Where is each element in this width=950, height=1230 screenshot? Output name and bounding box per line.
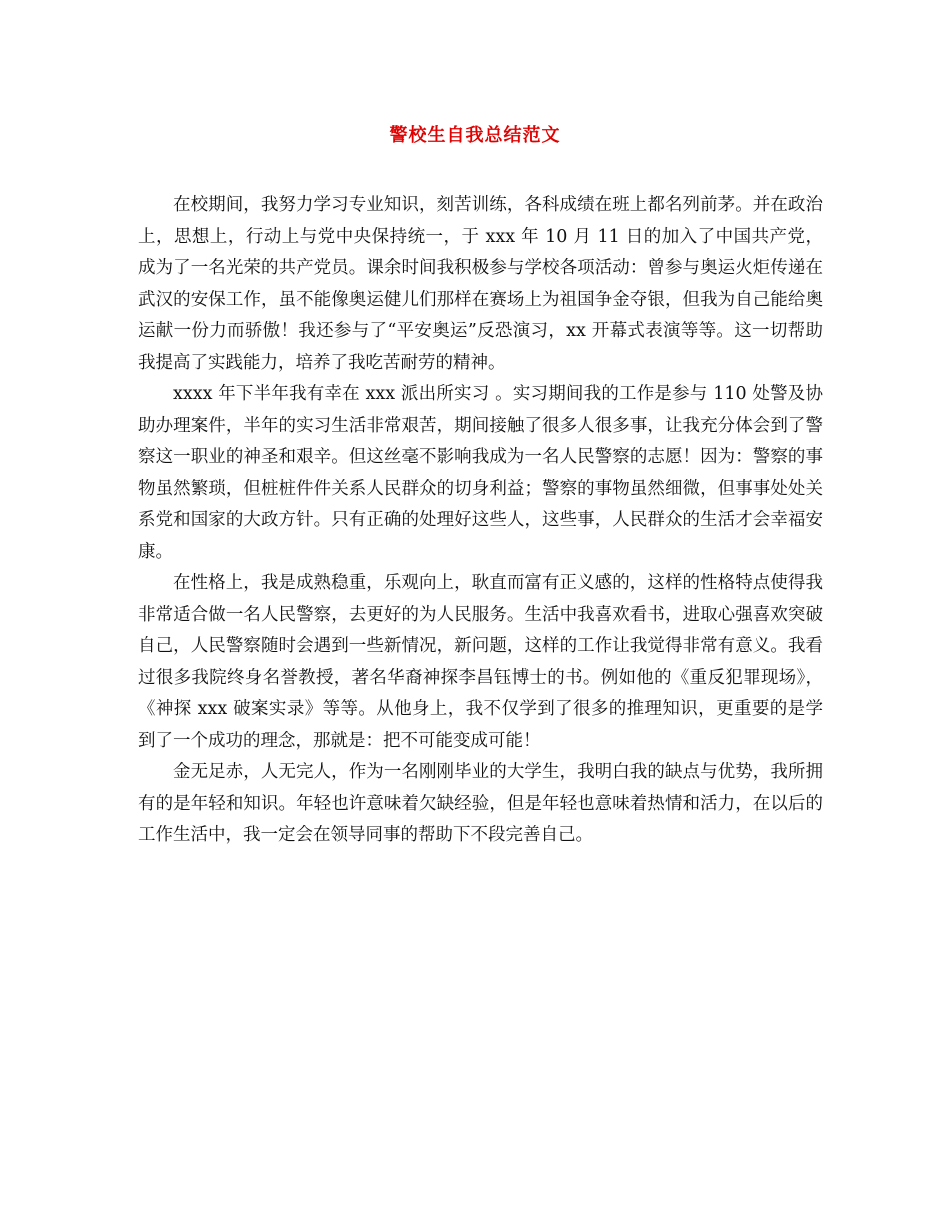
document-body [138, 190, 823, 852]
document-title: 警校生自我总结范文 [389, 125, 561, 146]
paragraph-1: 在校期间，我努力学习专业知识，刻苦训练，各科成绩在班上都名列前茅。并在政治上，思想上，行动上与党中央保持统一，于 xxx 年 10 月 11 日的加入了中国共产党，成为了一名光荣的共产党员。课余时间我积极参与学校各项活动：曾参与奥运火炬传递在武汉的安保工作，虽不能像奥运健儿们那样在赛场上为祖国争金夺银，但我为自己能给奥运献一份力而骄傲！我还参与了“平安奥运”反恐演习，xx 开幕式表演等等。这一切帮助我提高了实践能力，培养了我吃苦耐劳的精神。 [138, 195, 823, 373]
paragraph-2: xxxx 年下半年我有幸在 xxx 派出所实习 。实习期间我的工作是参与 110 处警及协助办理案件，半年的实习生活非常艰苦，期间接触了很多人很多事，让我充分体会到了警察这一职业的神圣和艰辛。但这丝毫不影响我成为一名人民警察的志愿！因为：警察的事物虽然繁琐，但桩桩件件关系人民群众的切身利益；警察的事物虽然细微，但事事处处关系党和国家的大政方针。只有正确的处理好这些人，这些事，人民群众的生活才会幸福安康。 [138, 384, 823, 562]
paragraph-4: 金无足赤，人无完人，作为一名刚刚毕业的大学生，我明白我的缺点与优势，我所拥有的是年轻和知识。年轻也许意味着欠缺经验，但是年轻也意味着热情和活力，在以后的工作生活中，我一定会在领导同事的帮助下不段完善自己。 [138, 762, 823, 845]
paragraph-3: 在性格上，我是成熟稳重，乐观向上，耿直而富有正义感的，这样的性格特点使得我非常适合做一名人民警察，去更好的为人民服务。生活中我喜欢看书，进取心强喜欢突破自己，人民警察随时会遇到一些新情况，新问题，这样的工作让我觉得非常有意义。我看过很多我院终身名誉教授，著名华裔神探李昌钰博士的书。例如他的《重反犯罪现场》，《神探 xxx 破案实录》等等。从他身上，我不仅学到了很多的推理知识，更重要的是学到了一个成功的理念，那就是：把不可能变成可能！ [138, 573, 823, 751]
